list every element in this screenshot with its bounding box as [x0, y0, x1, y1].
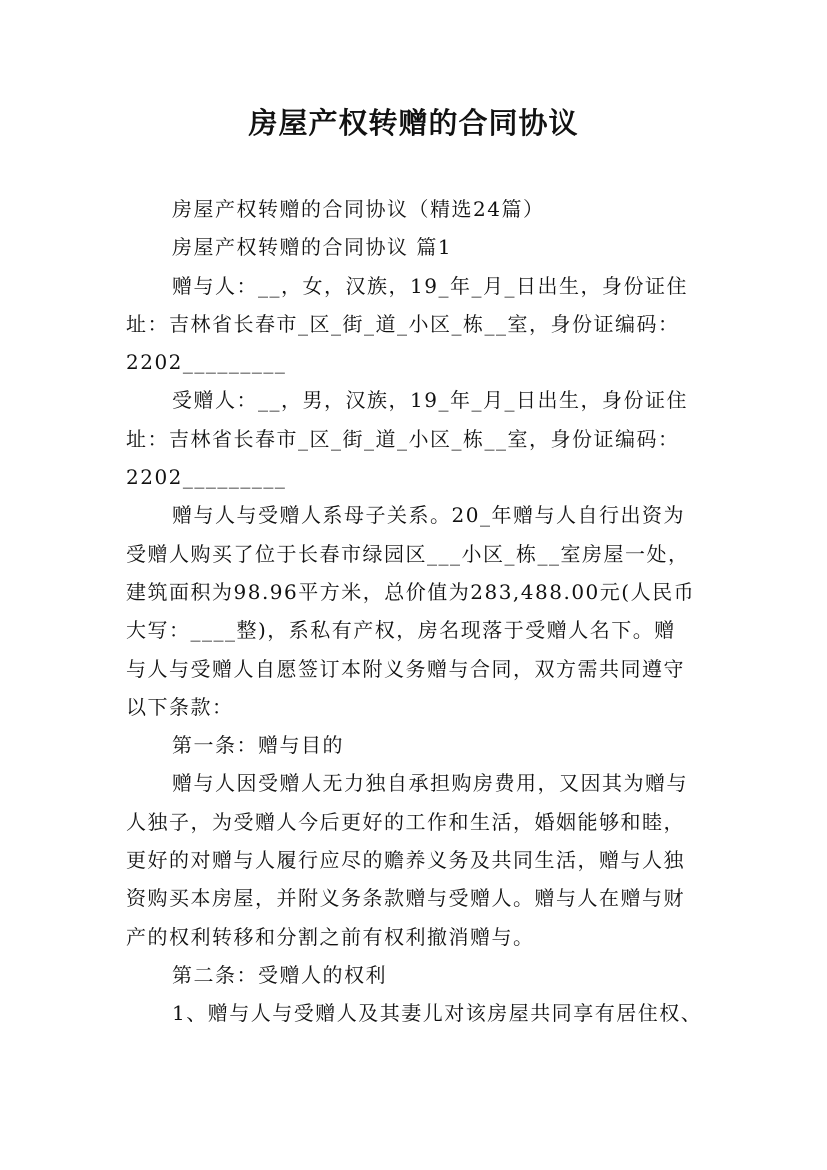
text-line: 第二条：受赠人的权利 [172, 962, 387, 987]
text-line: 建筑面积为98.96平方米，总价值为283,488.00元(人民币 [126, 579, 696, 604]
text-line: 房屋产权转赠的合同协议 篇1 [172, 235, 453, 260]
text-line: 第一条：赠与目的 [172, 733, 344, 758]
text-line: 受赠人：__，男，汉族，19_年_月_日出生，身份证住 [172, 388, 688, 413]
text-line: 址：吉林省长春市_区_街_道_小区_栋__室，身份证编码： [126, 311, 680, 336]
text-line: 更好的对赠与人履行应尽的赡养义务及共同生活，赠与人独 [126, 848, 685, 873]
text-line: 与人与受赠人自愿签订本附义务赠与合同，双方需共同遵守 [126, 656, 685, 681]
text-line: 受赠人购买了位于长春市绿园区___小区_栋__室房屋一处， [126, 541, 690, 566]
text-line: 赠与人：__，女，汉族，19_年_月_日出生，身份证住 [172, 273, 688, 298]
text-line: 赠与人因受赠人无力独自承担购房费用，又因其为赠与 [172, 771, 688, 796]
text-line: 人独子，为受赠人今后更好的工作和生活，婚姻能够和睦， [126, 809, 685, 834]
text-line: 2202_________ [126, 350, 287, 375]
document-title: 房屋产权转赠的合同协议 [248, 106, 579, 140]
text-line: 大写：____整)，系私有产权，房名现落于受赠人名下。赠 [126, 618, 676, 643]
text-line: 房屋产权转赠的合同协议（精选24篇） [172, 197, 545, 221]
text-line: 产的权利转移和分割之前有权利撤消赠与。 [126, 924, 535, 949]
text-line: 1、赠与人与受赠人及其妻儿对该房屋共同享有居住权、 [172, 1001, 703, 1026]
document-body [126, 190, 711, 1033]
text-line: 赠与人与受赠人系母子关系。20_年赠与人自行出资为 [172, 503, 685, 528]
text-line: 资购买本房屋，并附义务条款赠与受赠人。赠与人在赠与财 [126, 886, 685, 911]
text-line: 以下条款： [126, 694, 234, 719]
text-line: 址：吉林省长春市_区_街_道_小区_栋__室，身份证编码： [126, 426, 680, 451]
text-line: 2202_________ [126, 465, 287, 490]
